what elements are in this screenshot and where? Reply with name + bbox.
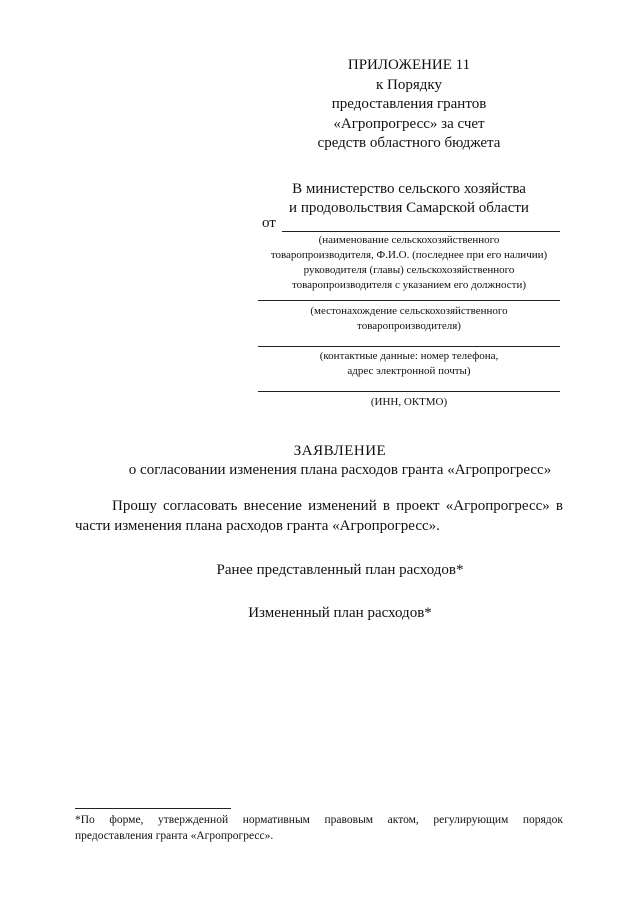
footnote-line: *По форме, утвержденной нормативным правовым актом, регулирующим порядок: [75, 814, 563, 826]
footnote-line: предоставления гранта «Агропрогресс».: [75, 830, 274, 842]
caption-line: адрес электронной почты): [347, 365, 471, 377]
ids-caption: [258, 395, 560, 410]
recipient-block: [258, 180, 560, 218]
changed-plan-heading: Измененный план расходов*: [248, 605, 432, 621]
recipient-line: В министерство сельского хозяйства: [292, 181, 526, 197]
previous-plan-heading: Ранее представленный план расходов*: [216, 562, 464, 578]
footnote-separator: [75, 808, 231, 809]
contacts-caption: [258, 349, 560, 379]
caption-line: (наименование сельскохозяйственного: [318, 234, 500, 246]
appendix-header: [300, 56, 518, 154]
caption-line: (контактные данные: номер телефона,: [319, 350, 499, 362]
caption-line: руководителя (главы) сельскохозяйственного: [303, 264, 515, 276]
location-fill-line: [258, 300, 560, 301]
appendix-number: ПРИЛОЖЕНИЕ 11: [347, 57, 471, 73]
caption-line: (местонахождение сельскохозяйственного: [310, 305, 508, 317]
caption-line: товаропроизводителя с указанием его должности): [291, 279, 527, 291]
appendix-line: «Агропрогресс» за счет: [333, 115, 485, 132]
caption-line: (ИНН, ОКТМО): [370, 396, 448, 408]
paragraph-line: Прошу согласовать внесение изменений в проект «Агропрогресс» в: [112, 498, 563, 514]
contacts-fill-line: [258, 346, 560, 347]
applicant-fill-line: [282, 231, 560, 232]
appendix-line: средств областного бюджета: [317, 135, 501, 151]
title-subtitle: о согласовании изменения плана расходов гранта «Агропрогресс»: [128, 462, 552, 478]
appendix-line: к Порядку: [376, 76, 442, 93]
paragraph-line: части изменения плана расходов гранта «Агропрогресс».: [75, 518, 440, 534]
footnote: [75, 812, 563, 844]
ids-fill-line: [258, 391, 560, 392]
statement-title: [60, 442, 620, 480]
applicant-caption: [258, 233, 560, 293]
from-row: [258, 215, 560, 233]
caption-line: товаропроизводителя, Ф.И.О. (последнее при его наличии): [270, 249, 548, 261]
request-paragraph: [75, 496, 563, 536]
location-caption: [258, 304, 560, 334]
caption-line: товаропроизводителя): [357, 320, 461, 332]
recipient-line: и продовольствия Самарской области: [289, 200, 529, 216]
from-label: от: [262, 215, 276, 231]
title-main: ЗАЯВЛЕНИЕ: [293, 443, 387, 459]
appendix-line: предоставления грантов: [331, 96, 487, 112]
